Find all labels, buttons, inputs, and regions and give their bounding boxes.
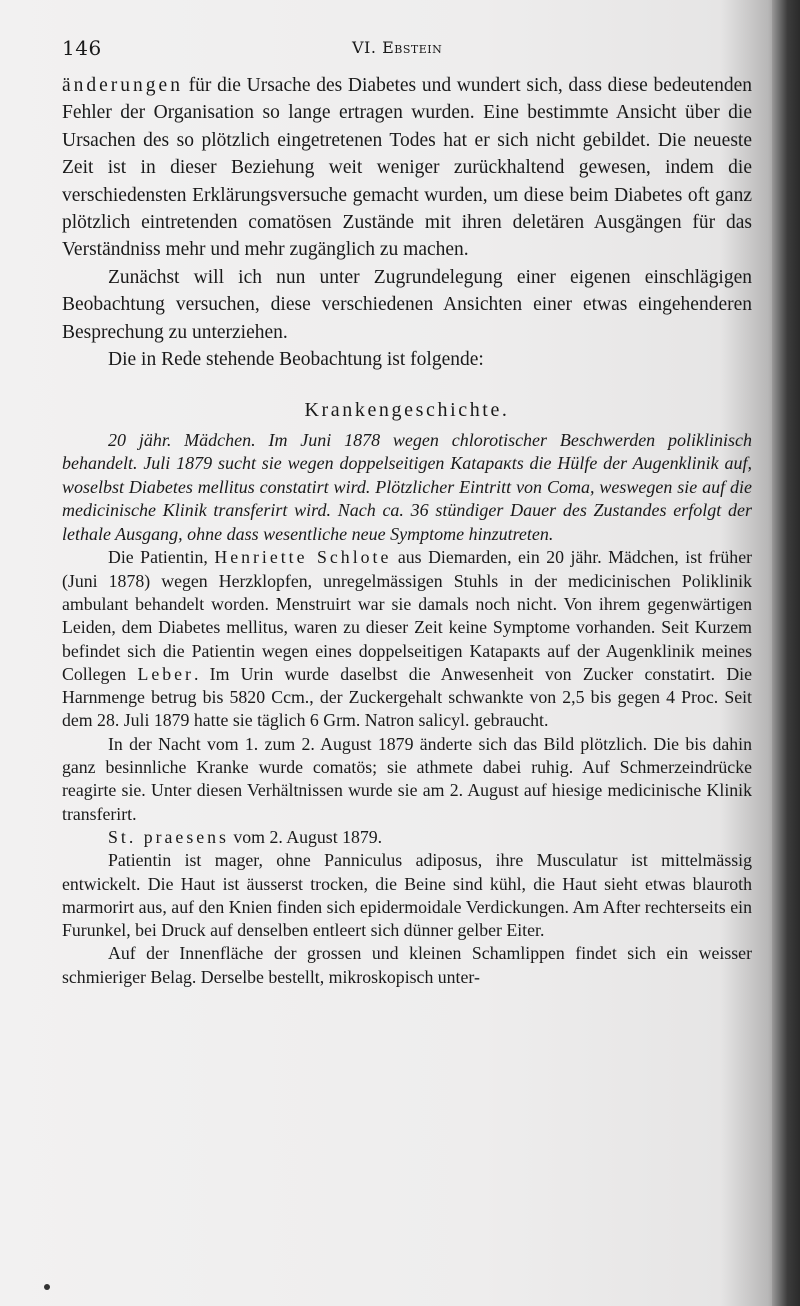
case-history	[62, 546, 752, 989]
case-text: . Im Urin wurde daselbst die Anwesenheit von Zucker constatirt. Die Harnmenge betrug bis 5820 Ccm., der Zuckergehalt schwankte von 2,5 bis gegen 4 Proc. Seit dem 28. Juli 1879 hatte sie täglich 6 Grm. Natron salicyl. gebraucht.	[62, 663, 752, 731]
case-paragraph-1	[62, 546, 752, 732]
spaced-word: änderungen	[62, 75, 183, 96]
case-text: aus Diemarden, ein 20 jähr. Mädchen, ist früher (Juni 1878) wegen Herzklopfen, unregelmässigen Stuhls in der medicinischen Poliklinik ambulant behandelt worden. Menstruirt war sie damals noch nicht. Von ihrem gegenwärtigen Leiden, dem Diabetes mellitus, waren zu dieser Zeit keine Symptome vorhanden. Seit Kurzem befindet sich die Patientin wegen eines doppelseitigen Kataракts auf der Augenklinik meines Collegen	[62, 547, 753, 684]
paragraph-2: Zunächst will ich nun unter Zugrundelegung einer eigenen einschlägigen Beobachtung versuchen, diese verschiedenen Ansichten einer etwas eingehenderen Besprechung zu unterziehen.	[62, 266, 752, 343]
section-heading: Krankengeschichte.	[304, 399, 510, 422]
body-text	[62, 72, 752, 989]
running-head	[352, 38, 442, 57]
page-header	[62, 36, 752, 60]
status-praesens-line	[62, 826, 752, 849]
paragraph-1-text: für die Ursache des Diabetes und wundert sich, dass diese bedeutenden Fehler der Organisation so lange ertragen wurden. Eine bestimmte Ansicht über die Ursachen des so plötzlich eingetretenen Todes hat er sich nicht gebildet. Die neueste Zeit ist in dieser Beziehung weit weniger zurückhaltend gewesen, indem die verschiedensten Erklärungsversuche gemacht wurden, um diese beim Diabetes oft ganz plötzlich eintretenden comatösen Zustände mit ihren deletären Ausgängen für das Verständniss mehr und mehr zugänglich zu machen.	[62, 75, 752, 261]
case-paragraph-5: Auf der Innenfläche der grossen und kleinen Schamlippen findet sich ein weisser schmieriger Belag. Derselbe bestellt, mikroskopisch unter-	[62, 943, 752, 987]
patient-name: Henriette Schlote	[214, 547, 392, 568]
status-praesens-date: vom 2. August 1879.	[228, 826, 383, 847]
case-summary: 20 jähr. Mädchen. Im Juni 1878 wegen chlorotischer Beschwerden poliklinisch behandelt. Juli 1879 sucht sie wegen doppelseitigen Kataракts die Hülfe der Augenklinik auf, woselbst Diabetes mellitus constatirt wird. Plötzlicher Eintritt von Coma, weswegen sie auf die medicinische Klinik transferirt wird. Nach ca. 36 stündiger Dauer des Zustandes erfolgt der lethale Ausgang, ohne dass wesentliche neue Symptome hinzutreten.	[62, 429, 752, 544]
case-paragraph-4: Patientin ist mager, ohne Panniculus adiposus, ihre Musculatur ist mittelmässig entwickelt. Die Haut ist äusserst trocken, die Beine sind kühl, die Haut sieht etwas blauroth marmorirt aus, auf den Knien finden sich epidermoidale Verdickungen. Am After rechterseits ein Furunkel, bei Druck auf denselben entleert sich dünner gelber Eiter.	[62, 850, 752, 941]
page-speck	[44, 1284, 50, 1290]
running-head-prefix: VI.	[352, 38, 377, 57]
paragraph-3: Die in Rede stehende Beobachtung ist folgende:	[108, 349, 484, 371]
case-paragraph-2: In der Nacht vom 1. zum 2. August 1879 änderte sich das Bild plötzlich. Die bis dahin ganz besinnliche Kranke wurde comatös; sie athmete dabei ruhig. Auf Schmerzeindrücke reagirte sie. Unter diesen Verhältnissen wurde sie am 2. August auf hiesige medicinische Klinik transferirt.	[62, 733, 752, 824]
case-text: Die Patientin,	[108, 547, 215, 568]
running-head-author: Ebstein	[382, 38, 443, 57]
colleague-name: Leber	[137, 663, 194, 684]
status-praesens-label: St. praesens	[108, 826, 229, 847]
book-spine-shadow	[772, 0, 800, 1306]
paragraph-1	[62, 72, 752, 264]
page-number: 146	[62, 36, 102, 60]
